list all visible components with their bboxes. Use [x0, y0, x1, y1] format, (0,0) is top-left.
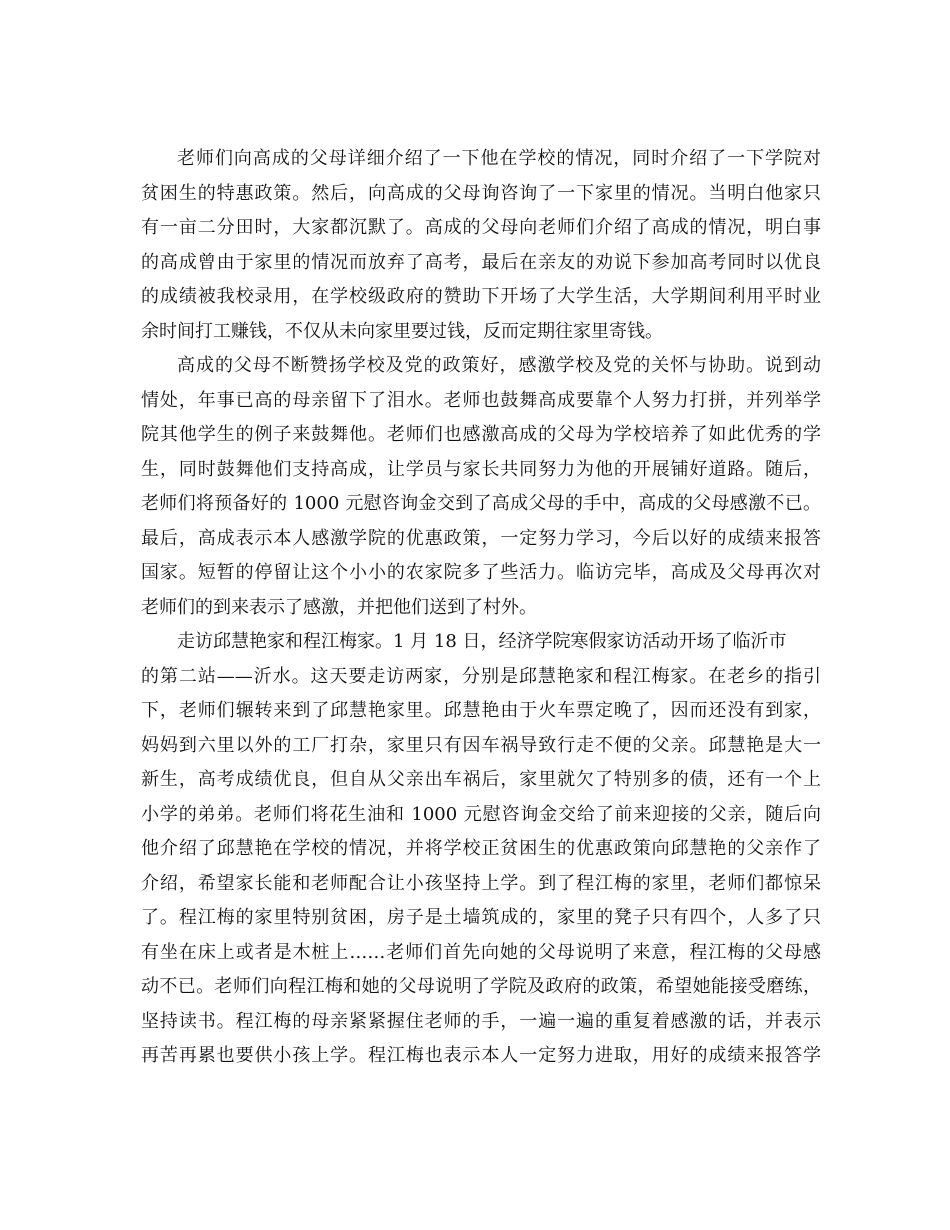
- text-line: 有坐在床上或者是木桩上……老师们首先向她的父母说明了来意，程江梅的父母感: [141, 941, 821, 963]
- document-body: [141, 142, 821, 1074]
- text-line: 坚持读书。程江梅的母亲紧紧握住老师的手，一遍一遍的重复着感激的话，并表示: [141, 1010, 821, 1032]
- text-line: 院其他学生的例子来鼓舞他。老师们也感激高成的父母为学校培养了如此优秀的学: [141, 424, 821, 445]
- text-line: 高成的父母不断赞扬学校及党的政策好，感激学校及党的关怀与协助。说到动: [177, 355, 821, 376]
- text-line: 他介绍了邱慧艳在学校的情况，并将学校正贫困生的优惠政策向邱慧艳的父亲作了: [141, 838, 821, 859]
- text-line: 妈妈到六里以外的工厂打杂，家里只有因车祸导致行走不便的父亲。邱慧艳是大一: [141, 734, 821, 756]
- text-line: 走访邱慧艳家和程江梅家。1 月 18 日，经济学院寒假家访活动开场了临沂市: [177, 631, 787, 652]
- text-line: 国家。短暂的停留让这个小小的农家院多了些活力。临访完毕，高成及父母再次对: [141, 562, 821, 583]
- text-line: 小学的弟弟。老师们将花生油和 1000 元慰咨询金交给了前来迎接的父亲，随后向: [141, 803, 821, 825]
- text-line: 生，同时鼓舞他们支持高成，让学员与家长共同努力为他的开展铺好道路。随后，: [141, 458, 821, 480]
- paragraph-3: [141, 625, 821, 1074]
- text-line: 情处，年事已高的母亲留下了泪水。老师也鼓舞高成要靠个人努力打拼，并列举学: [141, 389, 821, 411]
- text-line: 有一亩二分田时，大家都沉默了。高成的父母向老师们介绍了高成的情况，明白事: [141, 217, 821, 238]
- text-line: 最后，高成表示本人感激学院的优惠政策，一定努力学习，今后以好的成绩来报答: [141, 527, 821, 549]
- text-line: 贫困生的特惠政策。然后，向高成的父母询咨询了一下家里的情况。当明白他家只: [141, 182, 821, 204]
- text-line: 再苦再累也要供小孩上学。程江梅也表示本人一定努力进取，用好的成绩来报答学: [141, 1045, 821, 1066]
- text-line: 了。程江梅的家里特别贫困，房子是土墙筑成的，家里的凳子只有四个，人多了只: [141, 907, 821, 928]
- text-line: 动不已。老师们向程江梅和她的父母说明了学院及政府的政策，希望她能接受磨练，: [141, 976, 821, 997]
- text-line: 老师们将预备好的 1000 元慰咨询金交到了高成父母的手中，高成的父母感激不已。: [141, 493, 821, 514]
- paragraph-2: [141, 349, 821, 625]
- text-line: 余时间打工赚钱，不仅从未向家里要过钱，反而定期往家里寄钱。: [141, 320, 663, 342]
- paragraph-1: [141, 142, 821, 349]
- text-line: 的成绩被我校录用，在学校级政府的赞助下开场了大学生活，大学期间利用平时业: [141, 286, 821, 307]
- text-line: 下，老师们辗转来到了邱慧艳家里。邱慧艳由于火车票定晚了，因而还没有到家，: [141, 700, 821, 721]
- text-line: 老师们向高成的父母详细介绍了一下他在学校的情况，同时介绍了一下学院对: [177, 148, 821, 169]
- text-line: 老师们的到来表示了感激，并把他们送到了村外。: [141, 596, 537, 618]
- text-line: 介绍，希望家长能和老师配合让小孩坚持上学。到了程江梅的家里，老师们都惊呆: [141, 872, 821, 894]
- text-line: 新生，高考成绩优良，但自从父亲出车祸后，家里就欠了特别多的债，还有一个上: [141, 769, 821, 790]
- text-line: 的高成曾由于家里的情况而放弃了高考，最后在亲友的劝说下参加高考同时以优良: [141, 251, 821, 273]
- text-line: 的第二站——沂水。这天要走访两家，分别是邱慧艳家和程江梅家。在老乡的指引: [141, 665, 821, 687]
